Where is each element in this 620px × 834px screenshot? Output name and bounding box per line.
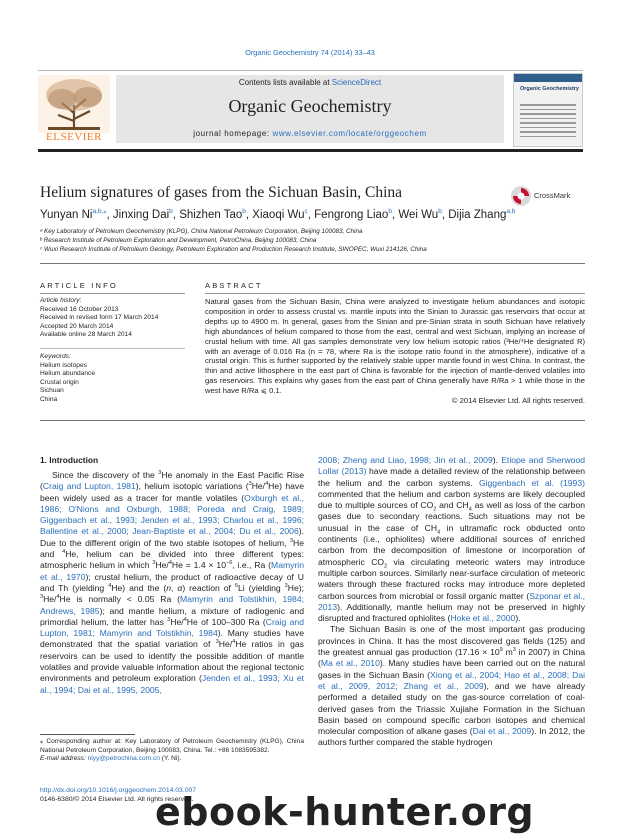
homepage-prefix: journal homepage: xyxy=(193,129,273,138)
affiliation-a: ᵃ Key Laboratory of Petroleum Geochemistry (KLPG), China National Petroleum Corporation, Beijing 100083, China xyxy=(40,228,363,235)
keywords xyxy=(40,353,95,405)
homepage-line xyxy=(116,129,504,138)
history-item: Received in revised form 17 March 2014 xyxy=(40,314,159,322)
divider xyxy=(40,263,585,264)
author-list: Yunyan $Ni^{a,b,⁎}$, Jinxing Dai$^b$, Shizhen Tao$^b$, Xiaoqi Wu$^c$, Fengrong Liao$^b$, Wei Wu$^b$, Dijia Zhang$^{a,b}$ xyxy=(40,208,516,221)
affiliation-b: ᵇ Research Institute of Petroleum Exploration and Development, PetroChina, Beijing 100083, China xyxy=(40,237,317,244)
paragraph: Since the discovery of the $^3$He anomaly in the East Pacific Rise (Craig and Lupton, 1981), helium isotopic variations ($^3$He/$^4$He) have been widely used as a tracer for mantle volatiles (Oxburgh et al., 1986; O'Nions and Oxburgh, 1988; Poreda and Craig, 1989; Giggenbach et al., 1993; Jenden et al., 1993; Charlou et al., 1996; Ballentine et al., 2000; Jean-Baptiste et al., 2004; Du et al., 2006). Due to the different origin of the two stable isotopes of helium, $^3$He and $^4$He, helium can be divided into three different types: atmospheric helium in which $^3He/^4He = 1.4 \times 10^{-6}$, i.e., Ra (Mamyrin et al., 1970); crustal helium, the product of radioactive decay of U and Th (yielding $^4$He) and the (n, α) reaction of $^6$Li (yielding $^3$He); $^3$He/$^4$He is normally < 0.05 Ra (Mamyrin and Tolstikhin, 1984; Andrews, 1985); and mantle helium, a mixture of radiogenic and primordial helium, the latter has $^3$He/$^4$He of 100–300 Ra (Craig and Lupton, 1981; Mamyrin and Tolstikhin, 1984). Many studies have demonstrated that the spatial variation of $^3$He/$^4$He ratios in gas reservoirs can be used to identify the possible addition of mantle volatiles and provide valuable information about the regional tectonic environments and petroleum exploration (Jenden et al., 1993; Xu et al., 1994; Dai et al., 1995, 2005, xyxy=(40,470,305,695)
author: Fengrong Liao xyxy=(314,208,389,221)
author-sup[interactable]: b xyxy=(388,208,392,215)
doi-link[interactable]: http://dx.doi.org/10.1016/j.orggeochem.2014.03.007 xyxy=(40,787,197,794)
divider xyxy=(40,420,585,421)
homepage-link[interactable]: www.elsevier.com/locate/orggeochem xyxy=(272,129,427,138)
paragraph: 2008; Zheng and Liao, 1998; Jin et al., 2009). Etiope and Sherwood Lollar (2013) have made a detailed review of the relationship between the helium and the carbon systems. Giggenbach et al. (1993) commented that the helium and carbon systems are likely decoupled due to multiple sources of $CO_2$ and $CH_4$ as well as loss of the carbon gases due to secondary reactions. Such situations may not be unusual in the case of $CH_4$ in ultramafic rock obducted onto continents (i.e., ophiolites) where additional sources of enriched carbon from the decomposition of limestone or incorporation of atmospheric $CO_2$ via circulating meteoric waters may introduce multiple carbon sources. Similarly near-surface circulation of meteoric waters through these fractured rocks may introduce more depleted carbon sources from microbial or fossil organic matter (Szponar et al., 2013). Additionally, mantle helium may not be preserved in highly disrupted and fractured ophiolites (Hoke et al., 2000). xyxy=(318,455,586,624)
author-sup[interactable]: a,b xyxy=(506,208,516,215)
footnote-divider xyxy=(40,734,135,735)
email-label: E-mail address: xyxy=(40,755,88,763)
watermark: ebook-hunter.org xyxy=(155,790,535,834)
sciencedirect-link[interactable]: ScienceDirect xyxy=(331,78,382,87)
keyword: Helium abundance xyxy=(40,370,95,378)
footnote xyxy=(40,738,304,764)
elsevier-logo xyxy=(38,75,110,145)
email-line xyxy=(40,755,304,764)
author: Yunyan Ni xyxy=(40,208,93,221)
author: Xiaoqi Wu xyxy=(252,208,305,221)
tree-icon xyxy=(38,75,110,133)
author-sup[interactable]: a,b,⁎ xyxy=(92,208,107,215)
paragraph: The Sichuan Basin is one of the most important gas producing provinces in China. It has the most discovered gas fields (125) and the greatest annual gas production ($17.16 \times 10^9$ $m^3$ in 2007) in China (Ma et al., 2010). Many studies have been carried out on the natural gases in the Sichuan Basin (Xiong et al., 2004; Hao et al., 2008; Dai et al., 2009, 2012; Zhang et al., 2009), and we have already performed a detailed study on the gas-source correlation of coal-derived gases from the Triassic Xujiahe Formation in the Sichuan Basin based on compound specific carbon isotopes and chemical molecular composition of alkane gases (Dai et al., 2009). In 2012, the authors further compared the stable hydrogen xyxy=(318,624,586,748)
author: Jinxing Dai xyxy=(112,208,170,221)
author-sup[interactable]: b xyxy=(438,208,442,215)
affiliation-c: ᶜ Wuxi Research Institute of Petroleum Geology, Petroleum Exploration and Production Research Institute, SINOPEC, Wuxi 214126, China xyxy=(40,246,427,253)
author-sup[interactable]: b xyxy=(169,208,173,215)
contents-line xyxy=(116,78,504,87)
divider xyxy=(40,293,185,294)
history-item: Accepted 20 March 2014 xyxy=(40,322,114,330)
author-sup[interactable]: b xyxy=(242,208,246,215)
abstract-copyright: © 2014 Elsevier Ltd. All rights reserved. xyxy=(451,396,585,406)
keyword: Helium isotopes xyxy=(40,361,87,369)
corresponding-author-note: ⁎ Corresponding author at: Key Laboratory of Petroleum Geochemistry (KLPG), China National Petroleum Corporation, Beijing 100083, China. Tel.: +86 1083595382. xyxy=(40,738,304,754)
section-heading: 1. Introduction xyxy=(40,455,99,465)
divider xyxy=(205,293,585,294)
author: Shizhen Tao xyxy=(179,208,243,221)
contents-prefix: Contents lists available at xyxy=(238,78,332,87)
crossmark-badge[interactable] xyxy=(510,185,570,207)
issn-line: 0146-6380/© 2014 Elsevier Ltd. All rights reserved. xyxy=(40,796,194,803)
email-link[interactable]: niyy@petrochina.com.cn xyxy=(87,755,160,763)
crossmark-label: CrossMark xyxy=(534,191,571,200)
journal-name: Organic Geochemistry xyxy=(228,96,392,116)
article-info-heading: ARTICLE INFO xyxy=(40,281,118,290)
keyword: Crustal origin xyxy=(40,378,79,386)
history-label: Article history: xyxy=(40,297,82,304)
history-item: Available online 28 March 2014 xyxy=(40,331,132,339)
crossmark-icon xyxy=(510,185,532,207)
author: Dijia Zhang xyxy=(448,208,507,221)
keyword: China xyxy=(40,395,58,403)
body-column-left xyxy=(40,470,304,696)
body-column-right xyxy=(318,455,585,749)
email-suffix: (Y. Ni). xyxy=(159,755,182,763)
keywords-label: Keywords: xyxy=(40,353,71,360)
abstract-text: Natural gases from the Sichuan Basin, China were analyzed to investigate helium abundances and isotopic composition in order to assess crustal vs. mantle inputs into the Sinian to Jurassic gas reservoirs that occur at depths up to 4900 m. In general, gases from the Sinian and pre-Sinian strata in south Sichuan have relatively high abundances of helium compared to those from the east, central and west Sichuan, implying an increase of crustal helium with time. All gas samples demonstrate very low helium isotopic ratios (³He/⁴He designated R) with an average of 0.016 Ra (n = 78, where Ra is the isotope ratio found in the atmosphere), indicative of a crustal origin. This is further supported by the relatively stable upper mantle found in west China. In contrast, the thin and active lithosphere in the east part of China is favorable for the injection of mantle-derived volatiles into gas reservoirs. This explains why gases from the east part of China generally have R/Ra > 1 while those in the west have R/Ra ⩽ 0.1. xyxy=(205,297,585,396)
divider xyxy=(40,348,185,349)
abstract-body xyxy=(205,297,585,406)
cover-title: Organic Geochemistry xyxy=(520,86,579,92)
article-history xyxy=(40,297,158,340)
abstract-heading: ABSTRACT xyxy=(205,281,263,290)
author-sup[interactable]: c xyxy=(304,208,308,215)
journal-banner xyxy=(116,75,504,143)
journal-cover-thumbnail[interactable] xyxy=(513,73,583,147)
keyword: Sichuan xyxy=(40,387,64,395)
journal-citation[interactable]: Organic Geochemistry 74 (2014) 33–43 xyxy=(245,48,375,57)
history-item: Received 16 October 2013 xyxy=(40,305,119,313)
elsevier-wordmark: ELSEVIER xyxy=(46,131,102,143)
author: Wei Wu xyxy=(398,208,439,221)
article-title: Helium signatures of gases from the Sichuan Basin, China xyxy=(40,184,403,201)
journal-masthead xyxy=(38,70,583,152)
